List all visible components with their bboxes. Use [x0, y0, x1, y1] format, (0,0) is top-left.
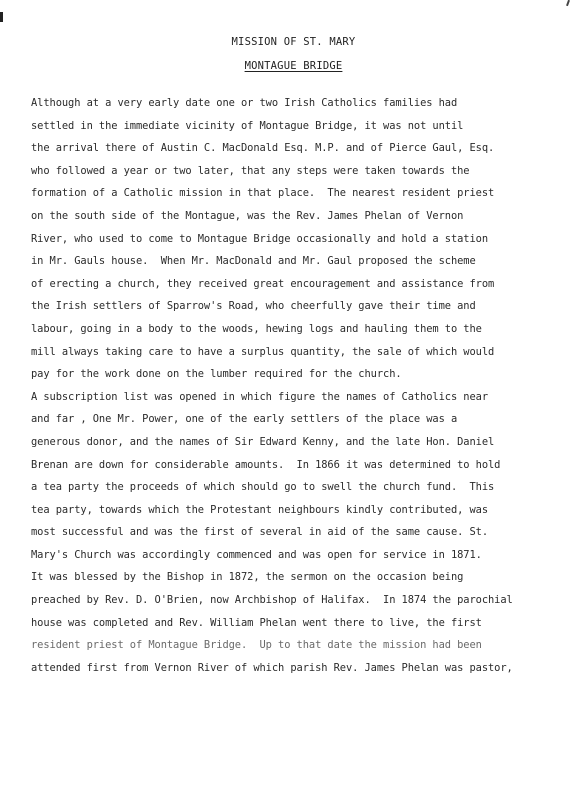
document-subtitle: [6, 60, 575, 72]
text-line: a tea party the proceeds of which should go to swell the church fund. This: [31, 481, 495, 494]
text-line: house was completed and Rev. William Phelan went there to live, the first: [31, 616, 482, 629]
scan-edge-mark: [0, 12, 3, 22]
document-subtitle-text: MONTAGUE BRIDGE: [244, 60, 343, 72]
text-line: of erecting a church, they received great encouragement and assistance from: [31, 277, 495, 290]
text-line: who followed a year or two later, that any steps were taken towards the: [31, 164, 470, 177]
text-line: and far , One Mr. Power, one of the early settlers of the place was a: [31, 413, 458, 426]
text-line: A subscription list was opened in which figure the names of Catholics near: [31, 390, 489, 403]
text-line: the arrival there of Austin C. MacDonald Esq. M.P. and of Pierce Gaul, Esq.: [31, 142, 495, 155]
document-title: MISSION OF ST. MARY: [231, 36, 356, 48]
text-line: Mary's Church was accordingly commenced and was open for service in 1871.: [31, 548, 482, 561]
text-line: settled in the immediate vicinity of Montague Bridge, it was not until: [31, 119, 464, 132]
text-line: It was blessed by the Bishop in 1872, the sermon on the occasion being: [31, 571, 464, 584]
document-body: [31, 92, 571, 679]
text-line: on the south side of the Montague, was the Rev. James Phelan of Vernon: [31, 209, 464, 222]
text-line: the Irish settlers of Sparrow's Road, who cheerfully gave their time and: [31, 300, 476, 313]
text-line: in Mr. Gauls house. When Mr. MacDonald and Mr. Gaul proposed the scheme: [31, 255, 476, 268]
scan-edge-mark: [566, 0, 570, 6]
text-line: Although at a very early date one or two Irish Catholics families had: [31, 97, 458, 109]
text-line: preached by Rev. D. O'Brien, now Archbishop of Halifax. In 1874 the parochial: [31, 594, 513, 607]
text-line: formation of a Catholic mission in that place. The nearest resident priest: [31, 187, 495, 200]
text-line: generous donor, and the names of Sir Edward Kenny, and the late Hon. Daniel: [31, 435, 495, 448]
text-line: mill always taking care to have a surplus quantity, the sale of which would: [31, 345, 495, 358]
text-line: River, who used to come to Montague Bridge occasionally and hold a station: [31, 232, 489, 245]
text-line: pay for the work done on the lumber required for the church.: [31, 368, 402, 381]
text-line: Brenan are down for considerable amounts. In 1866 it was determined to hold: [31, 458, 501, 471]
text-line: tea party, towards which the Protestant neighbours kindly contributed, was: [31, 503, 489, 516]
text-line: resident priest of Montague Bridge. Up to that date the mission had been: [31, 639, 482, 652]
text-line: most successful and was the first of several in aid of the same cause. St.: [31, 526, 489, 539]
text-line: attended first from Vernon River of which parish Rev. James Phelan was pastor,: [31, 661, 513, 674]
text-line: labour, going in a body to the woods, hewing logs and hauling them to the: [31, 322, 482, 335]
